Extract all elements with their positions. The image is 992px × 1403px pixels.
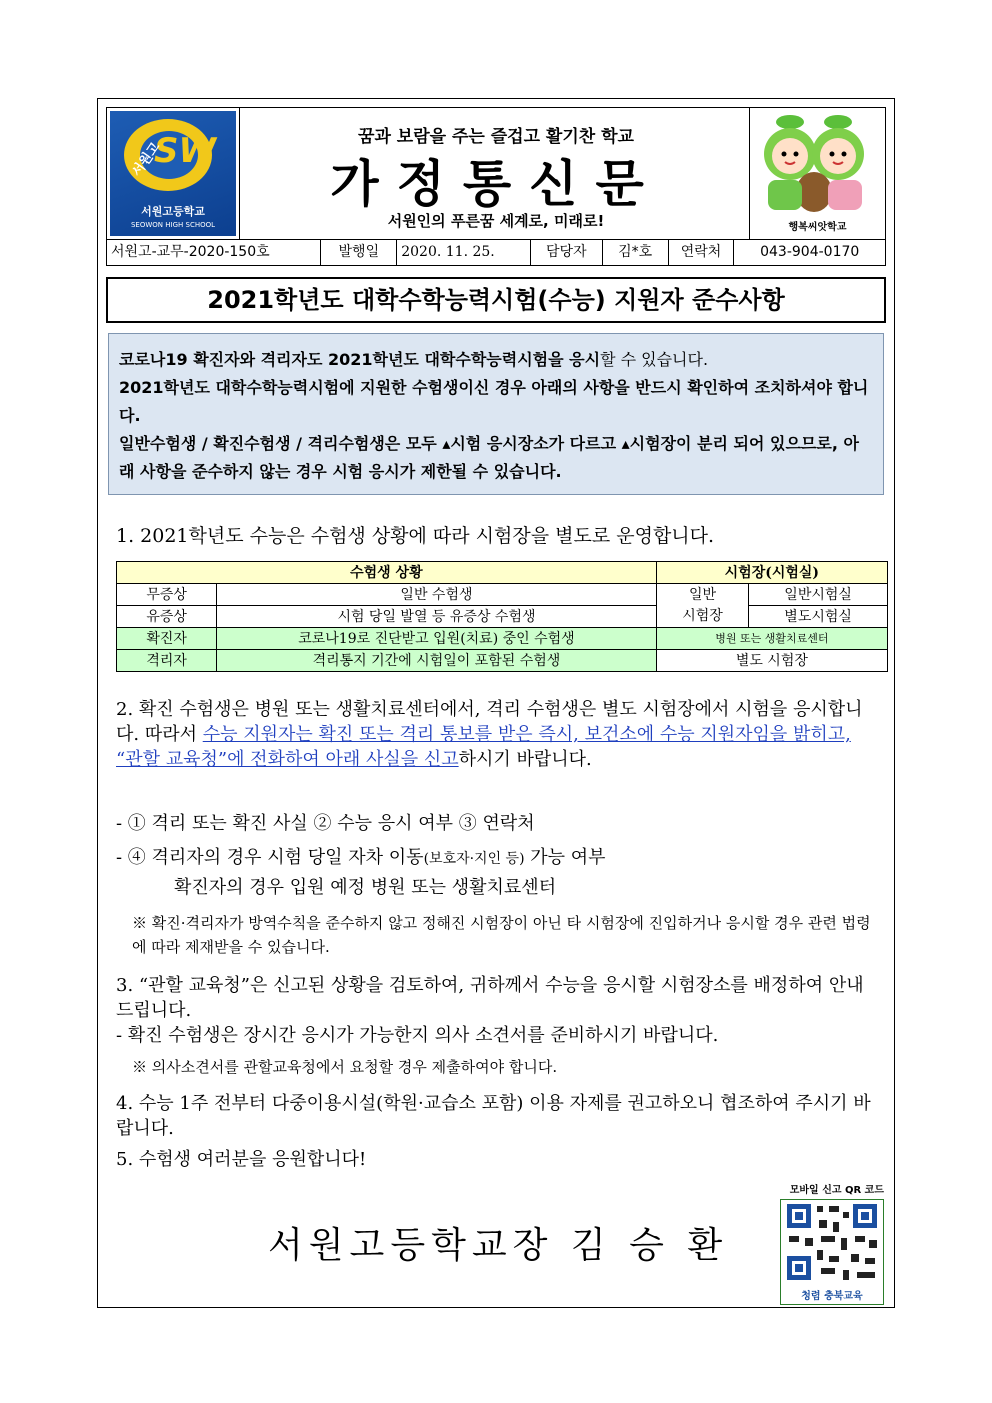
table-cell: 격리통지 기간에 시험일이 포함된 수험생 (217, 650, 657, 672)
logo-circle-text: 서원고 (129, 139, 164, 180)
manager-label: 담당자 (531, 240, 603, 265)
exam-site-table (116, 561, 888, 672)
logo-school-name: 서원고등학교 (141, 205, 205, 218)
table-cell: 일반 시험장 (656, 584, 749, 628)
notice-line1: 코로나19 확진자와 격리자도 2021학년도 대학수학능력시험을 응시 (119, 350, 601, 369)
school-logo (107, 108, 240, 239)
notice-box (108, 333, 884, 495)
section-2-note: ※ 확진·격리자가 방역수칙을 준수하지 않고 정해진 시험장이 아닌 타 시험장에 진입하거나 응시할 경우 관련 법령에 따라 제재받을 수 있습니다. (132, 914, 871, 956)
qr-caption: 청렴 충북교육 (801, 1291, 863, 1302)
page-title: 가정통신문 (330, 155, 662, 213)
table-cell: 확진자 (117, 628, 217, 650)
section-2-item2-tail: 가능 여부 (524, 847, 606, 868)
table-cell: 시험 당일 발열 등 유증상 수험생 (217, 606, 657, 628)
qr-label: 모바일 신고 QR 코드 (789, 1185, 884, 1196)
notice-line1-tail: 할 수 있습니다. (600, 350, 709, 369)
table-head-site: 시험장(시험실) (656, 562, 887, 584)
section-3-item: - 확진 수험생은 장시간 응시가 가능한지 의사 소견서를 준비하시기 바랍니다. (116, 1025, 719, 1046)
table-cell: 유증상 (117, 606, 217, 628)
table-cell: 별도 시험장 (656, 650, 887, 672)
section-3-note: ※ 의사소견서를 관할교육청에서 요청할 경우 제출하여야 합니다. (132, 1058, 558, 1076)
table-cell: 병원 또는 생활치료센터 (656, 628, 887, 650)
mascot-icon (750, 108, 884, 216)
header (106, 107, 886, 240)
report-instruction-link[interactable]: 수능 지원자는 확진 또는 격리 통보를 받은 즉시, 보건소에 수능 지원자임을 밝히고, “관할 교육청”에 전화하여 아래 사실을 신고 (116, 724, 851, 770)
issue-label: 발행일 (321, 240, 397, 265)
school-motto: 꿈과 보람을 주는 즐겁고 활기찬 학교 (358, 127, 634, 147)
qr-code[interactable] (780, 1199, 884, 1305)
contact-label: 연락처 (669, 240, 735, 265)
section-2-item2 (116, 845, 881, 872)
section-2-item2-text: - ④ 격리자의 경우 시험 당일 자차 이동 (116, 847, 424, 868)
section-2-item1: - ① 격리 또는 확진 사실 ② 수능 응시 여부 ③ 연락처 (116, 813, 535, 834)
logo-sw: SW (154, 131, 216, 171)
issue-date: 2020. 11. 25. (397, 240, 531, 265)
document-title: 2021학년도 대학수학능력시험(수능) 지원자 준수사항 (106, 277, 886, 323)
section-2-item2b: 확진자의 경우 입원 예정 병원 또는 생활치료센터 (174, 877, 557, 898)
table-cell: 코로나19로 진단받고 입원(치료) 중인 수험생 (217, 628, 657, 650)
contact-number: 043-904-0170 (760, 244, 860, 260)
section-3: 3. “관할 교육청”은 신고된 상황을 검토하여, 귀하께서 수능을 응시할 시험장소를 배정하여 안내 드립니다. (116, 975, 864, 1021)
table-cell: 일반시험실 (749, 584, 888, 606)
mascot-caption: 행복씨앗학교 (788, 222, 847, 233)
table-cell: 별도시험실 (749, 606, 888, 628)
notice-line3: 일반수험생 / 확진수험생 / 격리수험생은 모두 ▴시험 응시장소가 다르고 ▴시험장이 분리 되어 있으므로, 아래 사항을 준수하지 않는 경우 시험 응시가 제한될 수 있습니다. (119, 434, 859, 481)
notice-line2: 2021학년도 대학수학능력시험에 지원한 수험생이신 경우 아래의 사항을 반드시 확인하여 조치하셔야 합니다. (119, 378, 869, 425)
doc-number: 서원고-교무-2020-150호 (107, 240, 321, 265)
section-4: 4. 수능 1주 전부터 다중이용시설(학원·교습소 포함) 이용 자제를 권고하오니 협조하여 주시기 바랍니다. (116, 1093, 871, 1139)
section-2-item2-small: (보호자·지인 등) (423, 851, 525, 867)
table-head-situation: 수험생 상황 (117, 562, 657, 584)
principal-signature: 서원고등학교장 김 승 환 (268, 1225, 729, 1266)
table-cell: 격리자 (117, 650, 217, 672)
info-row (106, 240, 886, 266)
section-5: 5. 수험생 여러분을 응원합니다! (116, 1149, 367, 1170)
document-page (97, 98, 895, 1308)
section-2-lead: 2. 확진 수험생은 병원 또는 생활치료센터에서, 격리 수험생은 별도 시험장에서 시험을 응시합니다. 따라서 (116, 699, 863, 745)
logo-school-english: SEOWON HIGH SCHOOL (130, 221, 216, 229)
section-2 (116, 697, 881, 772)
section-1: 1. 2021학년도 수능은 수험생 상황에 따라 시험장을 별도로 운영합니다. (116, 525, 715, 547)
table-cell: 일반 수험생 (217, 584, 657, 606)
school-slogan: 서원인의 푸른꿈 세계로, 미래로! (387, 212, 605, 230)
section-2-tail: 하시기 바랍니다. (458, 749, 592, 770)
table-cell: 무증상 (117, 584, 217, 606)
qr-code-icon (781, 1200, 883, 1284)
mascot-image (749, 108, 885, 239)
manager-name: 김*호 (603, 240, 669, 265)
